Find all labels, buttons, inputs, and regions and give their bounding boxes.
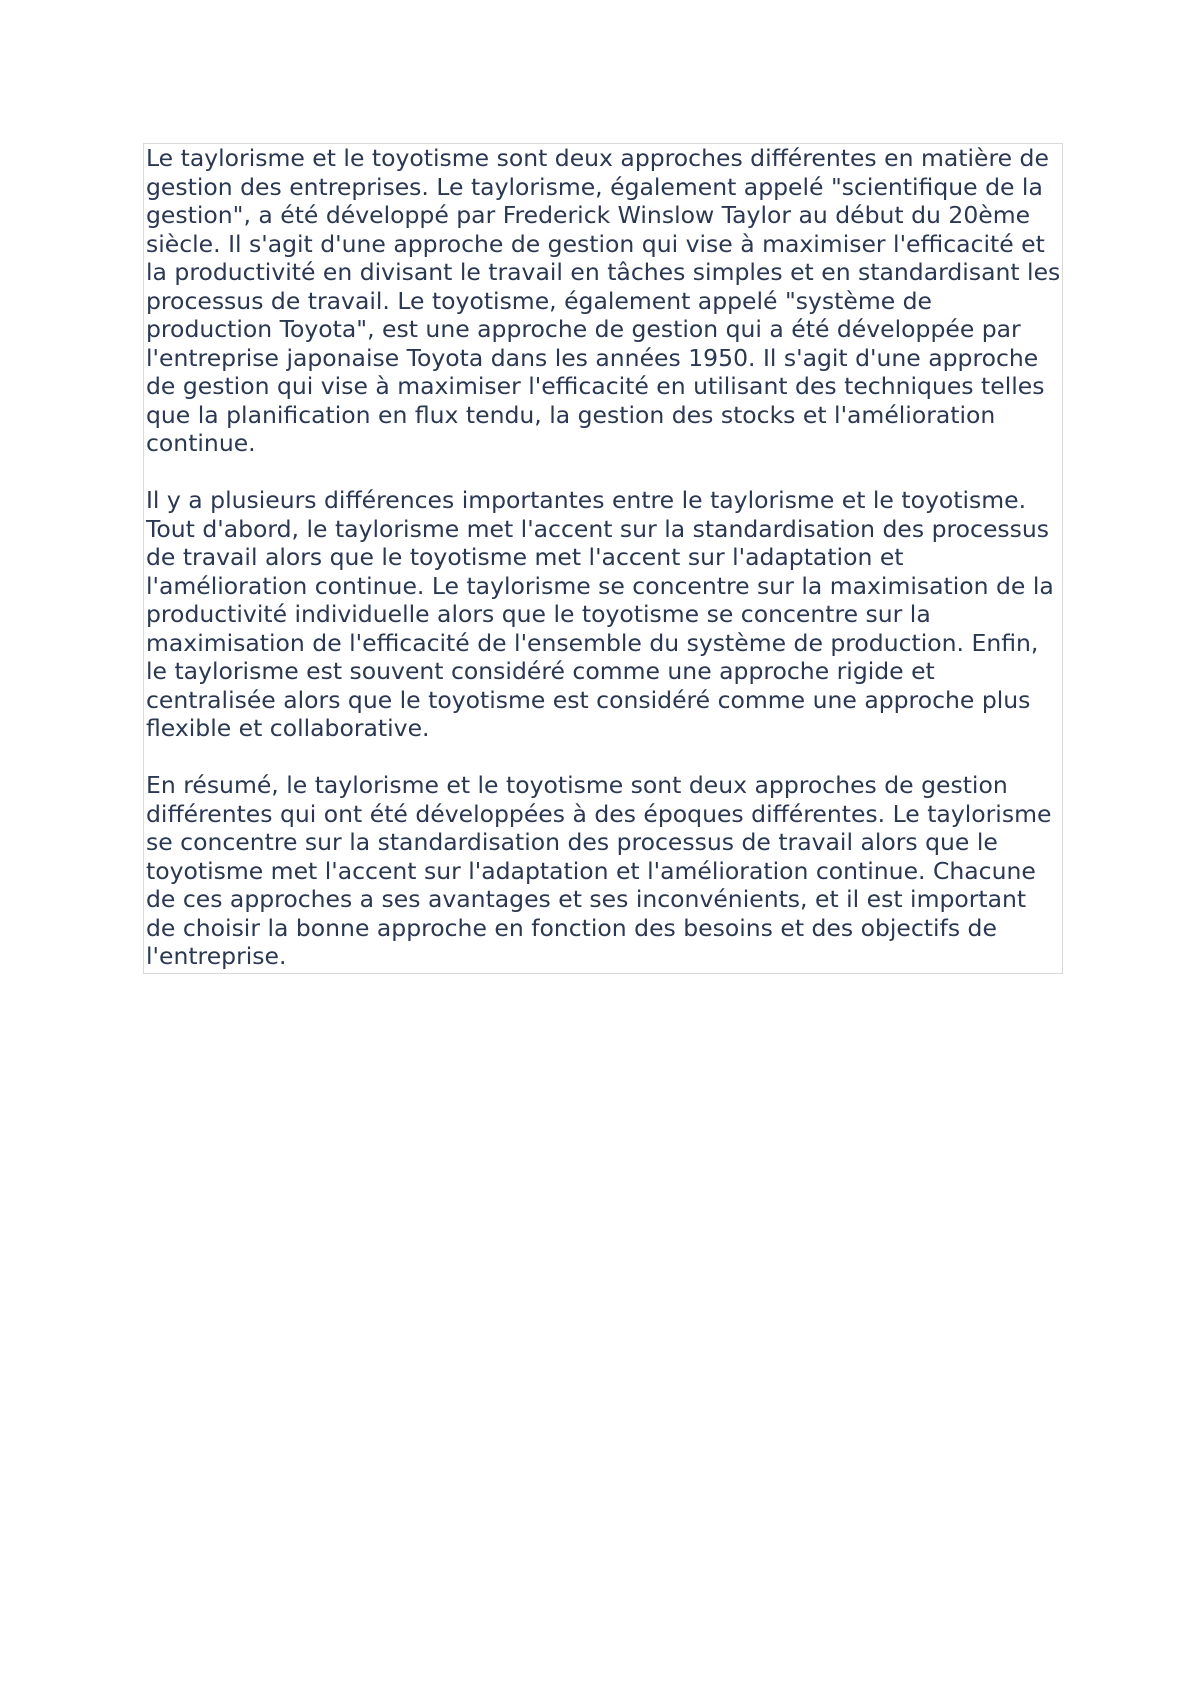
- paragraph-1: Le taylorisme et le toyotisme sont deux approches différentes en matière de gestion des entreprises. Le taylorisme, également appelé "scientifique de la gestion", a été développé par Frederick Winslow Taylor au début du 20ème siècle. Il s'agit d'une approche de gestion qui vise à maximiser l'efficacité et la productivité en divisant le travail en tâches simples et en standardisant les processus de travail. Le toyotisme, également appelé "système de production Toyota", est une approche de gestion qui a été développée par l'entreprise japonaise Toyota dans les années 1950. Il s'agit d'une approche de gestion qui vise à maximiser l'efficacité en utilisant des techniques telles que la planification en flux tendu, la gestion des stocks et l'amélioration continue.: [146, 144, 1061, 457]
- text-box: [143, 143, 1063, 974]
- paragraph-2: Il y a plusieurs différences importantes entre le taylorisme et le toyotisme. Tout d'abord, le taylorisme met l'accent sur la standardisation des processus de travail alors que le toyotisme met l'accent sur l'adaptation et l'amélioration continue. Le taylorisme se concentre sur la maximisation de la productivité individuelle alors que le toyotisme se concentre sur la maximisation de l'efficacité de l'ensemble du système de production. Enfin, le taylorisme est souvent considéré comme une approche rigide et centralisée alors que le toyotisme est considéré comme une approche plus flexible et collaborative.: [146, 486, 1054, 742]
- paragraph-3: En résumé, le taylorisme et le toyotisme sont deux approches de gestion différentes qui ont été développées à des époques différentes. Le taylorisme se concentre sur la standardisation des processus de travail alors que le toyotisme met l'accent sur l'adaptation et l'amélioration continue. Chacune de ces approches a ses avantages et ses inconvénients, et il est important de choisir la bonne approche en fonction des besoins et des objectifs de l'entreprise.: [146, 771, 1052, 970]
